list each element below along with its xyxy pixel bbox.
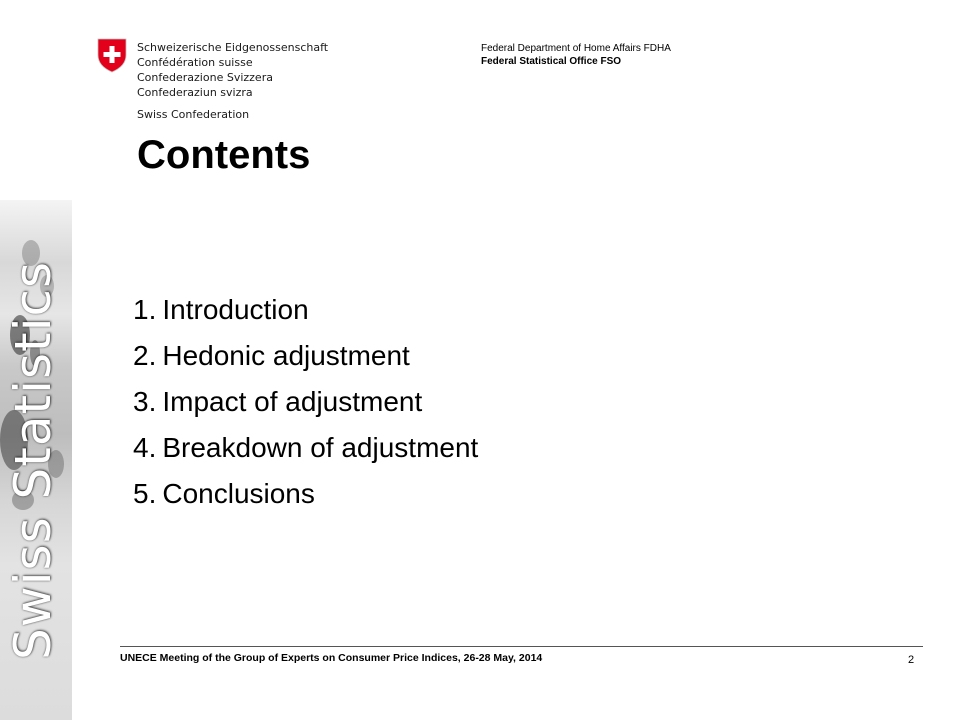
item-number: 2. bbox=[133, 340, 157, 371]
side-label: Swiss Statistics bbox=[4, 260, 62, 660]
page-number: 2 bbox=[908, 654, 915, 666]
item-number: 4. bbox=[133, 432, 157, 463]
item-number: 1. bbox=[133, 294, 157, 325]
swiss-coat-of-arms-icon bbox=[97, 38, 127, 73]
list-item bbox=[133, 426, 478, 472]
confederation-name-fr: Confédération suisse bbox=[137, 56, 253, 69]
confederation-name-de: Schweizerische Eidgenossenschaft bbox=[137, 41, 329, 54]
list-item bbox=[133, 334, 478, 380]
item-number: 5. bbox=[133, 478, 157, 509]
item-label: Hedonic adjustment bbox=[162, 340, 410, 371]
confederation-name-rm: Confederaziun svizra bbox=[137, 86, 253, 99]
page-title: Contents bbox=[137, 133, 311, 177]
item-label: Breakdown of adjustment bbox=[162, 432, 479, 463]
footer-divider bbox=[120, 646, 923, 647]
item-label: Conclusions bbox=[162, 478, 315, 509]
item-label: Introduction bbox=[162, 294, 309, 325]
item-number: 3. bbox=[133, 386, 157, 417]
list-item bbox=[133, 472, 478, 518]
contents-list bbox=[133, 288, 478, 518]
list-item bbox=[133, 288, 478, 334]
list-item bbox=[133, 380, 478, 426]
department-name: Federal Department of Home Affairs FDHA bbox=[481, 43, 671, 54]
department-block bbox=[481, 42, 671, 68]
confederation-name-en: Swiss Confederation bbox=[137, 108, 250, 121]
confederation-names bbox=[137, 40, 328, 100]
footer-text: UNECE Meeting of the Group of Experts on Consumer Price Indices, 26-28 May, 2014 bbox=[120, 652, 543, 664]
office-name: Federal Statistical Office FSO bbox=[481, 56, 622, 67]
item-label: Impact of adjustment bbox=[162, 386, 423, 417]
confederation-name-it: Confederazione Svizzera bbox=[137, 71, 273, 84]
